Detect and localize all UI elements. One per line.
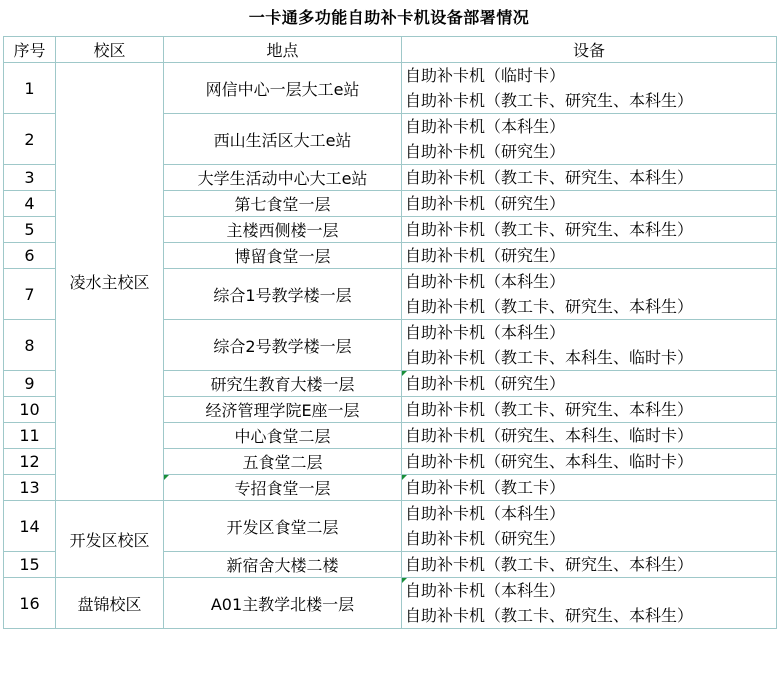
row-index[interactable]: 13: [4, 475, 56, 501]
row-index[interactable]: 2: [4, 114, 56, 165]
row-index[interactable]: 14: [4, 501, 56, 552]
device-cell[interactable]: [402, 63, 777, 114]
location-cell[interactable]: 博留食堂一层: [164, 243, 402, 269]
header-index[interactable]: 序号: [4, 37, 56, 63]
device-cell[interactable]: [402, 371, 777, 397]
row-index[interactable]: 1: [4, 63, 56, 114]
row-index[interactable]: 11: [4, 423, 56, 449]
location-cell[interactable]: 大学生活动中心大工e站: [164, 165, 402, 191]
location-cell[interactable]: 五食堂二层: [164, 449, 402, 475]
device-line: 自助补卡机（研究生）: [405, 194, 566, 213]
location-cell[interactable]: 主楼西侧楼一层: [164, 217, 402, 243]
location-cell[interactable]: 经济管理学院E座一层: [164, 397, 402, 423]
sheet-title: 一卡通多功能自助补卡机设备部署情况: [248, 8, 530, 27]
row-index[interactable]: 6: [4, 243, 56, 269]
device-line: 自助补卡机（研究生）: [405, 246, 566, 265]
row-index[interactable]: 12: [4, 449, 56, 475]
row-index[interactable]: 9: [4, 371, 56, 397]
campus-cell[interactable]: 凌水主校区: [56, 63, 164, 501]
header-device[interactable]: 设备: [402, 37, 777, 63]
device-line: 自助补卡机（教工卡、研究生、本科生）: [405, 555, 694, 574]
row-index[interactable]: 5: [4, 217, 56, 243]
table-row: [4, 578, 777, 629]
header-campus[interactable]: 校区: [56, 37, 164, 63]
device-cell[interactable]: [402, 423, 777, 449]
device-line: 自助补卡机（本科生）: [405, 504, 566, 523]
campus-cell[interactable]: 开发区校区: [56, 501, 164, 578]
device-line: 自助补卡机（研究生、本科生、临时卡）: [405, 426, 694, 445]
location-cell[interactable]: 第七食堂一层: [164, 191, 402, 217]
device-line: 自助补卡机（研究生）: [405, 374, 566, 393]
device-cell[interactable]: [402, 475, 777, 501]
location-cell[interactable]: 西山生活区大工e站: [164, 114, 402, 165]
row-index[interactable]: 10: [4, 397, 56, 423]
row-index[interactable]: 15: [4, 552, 56, 578]
location-cell[interactable]: 开发区食堂二层: [164, 501, 402, 552]
device-line: 自助补卡机（本科生）: [405, 272, 566, 291]
row-index[interactable]: 16: [4, 578, 56, 629]
device-line: 自助补卡机（本科生）: [405, 117, 566, 136]
device-line: 自助补卡机（教工卡、研究生、本科生）: [405, 400, 694, 419]
device-cell[interactable]: [402, 243, 777, 269]
device-line: 自助补卡机（教工卡、研究生、本科生）: [405, 297, 694, 316]
header-location[interactable]: 地点: [164, 37, 402, 63]
comment-indicator: [164, 475, 169, 480]
comment-indicator: [402, 578, 407, 583]
comment-indicator: [402, 475, 407, 480]
device-line: 自助补卡机（本科生）: [405, 323, 566, 342]
location-cell[interactable]: 网信中心一层大工e站: [164, 63, 402, 114]
location-cell[interactable]: A01主教学北楼一层: [164, 578, 402, 629]
table-row: [4, 501, 777, 552]
row-index[interactable]: 8: [4, 320, 56, 371]
location-cell[interactable]: 研究生教育大楼一层: [164, 371, 402, 397]
device-cell[interactable]: [402, 449, 777, 475]
device-line: 自助补卡机（研究生）: [405, 529, 566, 548]
deployment-table: [3, 36, 777, 629]
location-cell[interactable]: [164, 475, 402, 501]
device-line: 自助补卡机（教工卡、本科生、临时卡）: [405, 348, 694, 367]
device-line: 自助补卡机（教工卡、研究生、本科生）: [405, 606, 694, 625]
device-line: 自助补卡机（研究生）: [405, 142, 566, 161]
location-cell[interactable]: 综合1号教学楼一层: [164, 269, 402, 320]
campus-cell[interactable]: 盘锦校区: [56, 578, 164, 629]
device-cell[interactable]: [402, 501, 777, 552]
device-cell[interactable]: [402, 320, 777, 371]
device-line: 自助补卡机（教工卡、研究生、本科生）: [405, 168, 694, 187]
device-cell[interactable]: [402, 269, 777, 320]
device-cell[interactable]: [402, 578, 777, 629]
device-cell[interactable]: [402, 191, 777, 217]
device-cell[interactable]: [402, 552, 777, 578]
location-cell[interactable]: 中心食堂二层: [164, 423, 402, 449]
row-index[interactable]: 7: [4, 269, 56, 320]
device-line: 自助补卡机（教工卡）: [405, 478, 566, 497]
device-cell[interactable]: [402, 114, 777, 165]
device-line: 自助补卡机（教工卡、研究生、本科生）: [405, 220, 694, 239]
device-line: 自助补卡机（本科生）: [405, 581, 566, 600]
device-line: 自助补卡机（临时卡）: [405, 66, 566, 85]
location-text: 专招食堂一层: [234, 479, 331, 498]
device-cell[interactable]: [402, 217, 777, 243]
row-index[interactable]: 3: [4, 165, 56, 191]
device-line: 自助补卡机（研究生、本科生、临时卡）: [405, 452, 694, 471]
device-cell[interactable]: [402, 165, 777, 191]
location-cell[interactable]: 新宿舍大楼二楼: [164, 552, 402, 578]
row-index[interactable]: 4: [4, 191, 56, 217]
table-row: [4, 63, 777, 114]
comment-indicator: [402, 371, 407, 376]
device-cell[interactable]: [402, 397, 777, 423]
header-row: [4, 37, 777, 63]
location-cell[interactable]: 综合2号教学楼一层: [164, 320, 402, 371]
device-line: 自助补卡机（教工卡、研究生、本科生）: [405, 91, 694, 110]
